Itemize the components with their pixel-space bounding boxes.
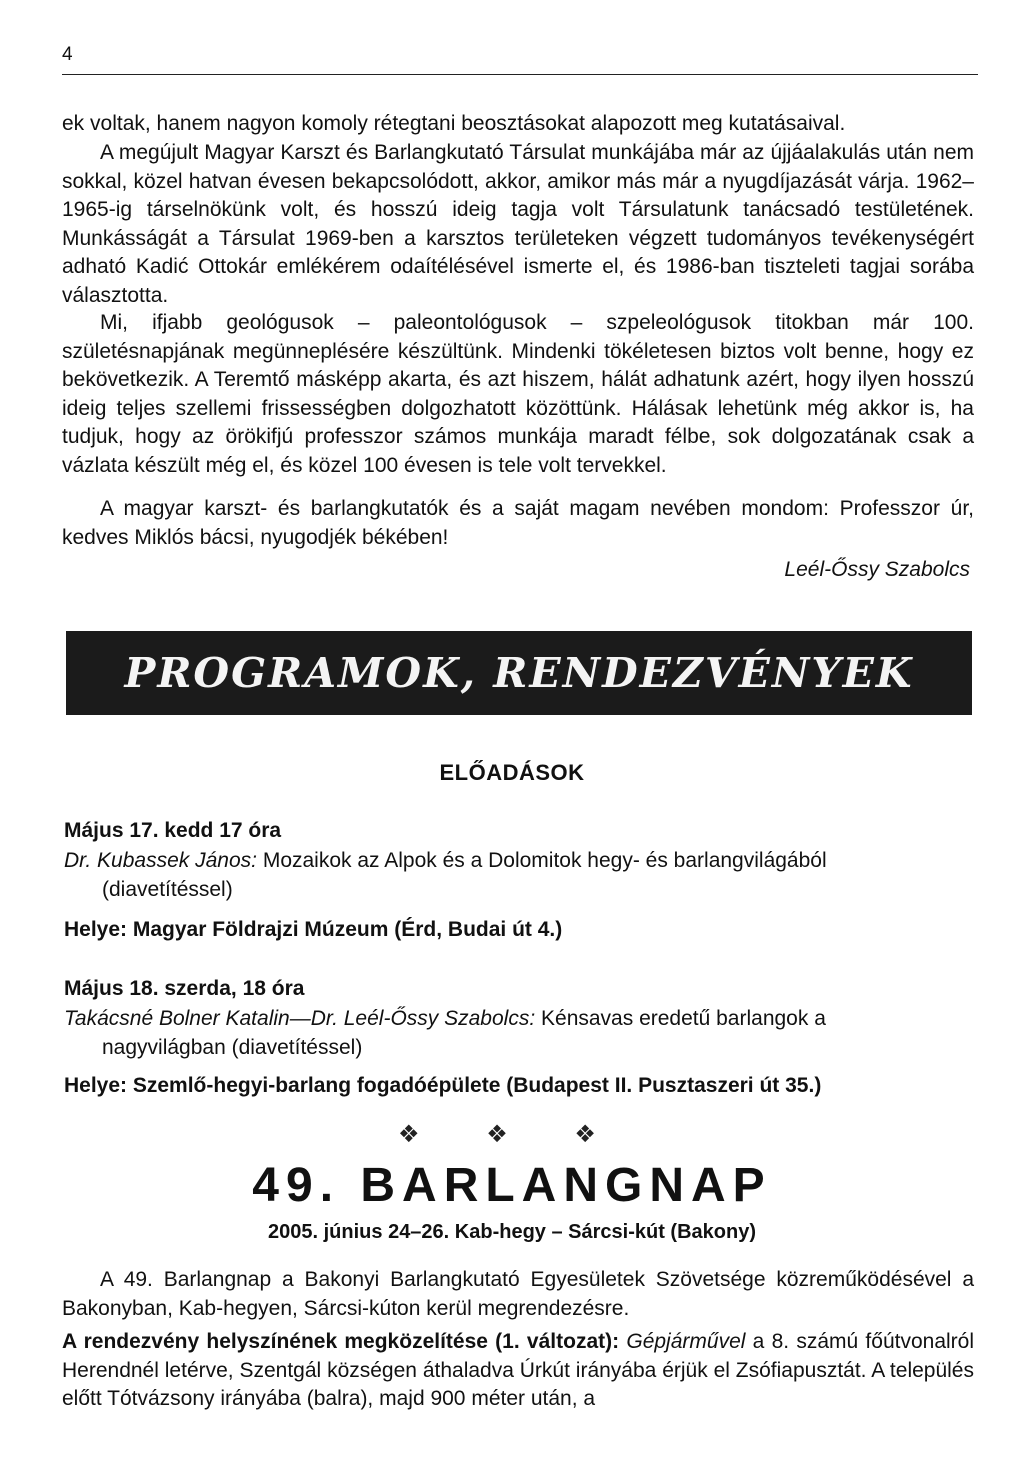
event-speaker: Dr. Kubassek János: bbox=[64, 849, 257, 872]
approach-mode: Gépjárművel bbox=[626, 1330, 746, 1353]
header-rule bbox=[62, 74, 978, 75]
event-talk-title-cont: (diavetítéssel) bbox=[102, 878, 233, 901]
body-paragraph-1: ek voltak, hanem nagyon komoly rétegtani beosztásokat alapozott meg kutatásaival. bbox=[62, 112, 846, 135]
barlangnap-intro: A 49. Barlangnap a Bakonyi Barlangkutató Egyesületek Szövetsége közreműködésével a Bakonyban, Kab-hegyen, Sárcsi-kúton kerül megrendezésre. bbox=[62, 1268, 974, 1320]
event-talk-title-cont: nagyvilágban (diavetítéssel) bbox=[102, 1036, 363, 1059]
event-place: Helye: Magyar Földrajzi Múzeum (Érd, Budai út 4.) bbox=[64, 918, 563, 941]
event-date: Május 18. szerda, 18 óra bbox=[64, 977, 305, 1000]
page-number: 4 bbox=[62, 44, 73, 65]
barlangnap-title: 49. BARLANGNAP bbox=[252, 1159, 772, 1212]
section-banner: PROGRAMOK, RENDEZVÉNYEK bbox=[66, 631, 972, 715]
ornament-divider: ❖ ❖ ❖ bbox=[398, 1121, 626, 1148]
barlangnap-subtitle: 2005. június 24–26. Kab-hegy – Sárcsi-kút (Bakony) bbox=[268, 1221, 756, 1243]
event-talk bbox=[64, 1004, 974, 1062]
body-paragraph-2: A megújult Magyar Karszt és Barlangkutató Társulat munkájába már az újjáalakulás után nem sokkal, közel hatvan évesen bekapcsolódott, akkor, amikor más már a nyugdíjazását várja. 1962–1965-ig társelnökünk volt, és hosszú ideig tagja volt Társulatunk tanácsadó testületének. Munkásságát a Társulat 1969-ben a karsztos területeken végzett tudományos tevékenységért adható Kadić Ottokár emlékérem odaítélésével ismerte el, és 1986-ban tiszteleti tagjai sorába választotta. bbox=[62, 141, 974, 307]
lectures-title: ELŐADÁSOK bbox=[439, 760, 585, 785]
body-paragraph-3: Mi, ifjabb geológusok – paleontológusok – szpeleológusok titokban már 100. születésnapjának megünneplésére készültünk. Mindenki tökéletesen biztos volt benne, hogy ez bekövetkezik. A Teremtő másképp akarta, és azt hiszem, hálát adhatunk azért, hogy ilyen hosszú ideig teljes szellemi frissességben dolgozhatott közöttünk. Hálásak lehetünk még akkor is, ha tudjuk, hogy az örökifjú professzor számos munkája maradt félbe, sok dolgozatának csak a vázlata készült még el, és közel 100 évesen is tele volt tervekkel. bbox=[62, 311, 974, 477]
event-place: Helye: Szemlő-hegyi-barlang fogadóépülete (Budapest II. Pusztaszeri út 35.) bbox=[64, 1074, 822, 1097]
event-date: Május 17. kedd 17 óra bbox=[64, 819, 282, 842]
barlangnap-approach bbox=[62, 1328, 974, 1414]
body-paragraph-4: A magyar karszt- és barlangkutatók és a saját magam nevében mondom: Professzor úr, kedves Miklós bácsi, nyugodjék békében! bbox=[62, 497, 974, 549]
event-talk bbox=[64, 846, 974, 904]
event-speaker: Takácsné Bolner Katalin—Dr. Leél-Őssy Szabolcs: bbox=[64, 1007, 536, 1030]
approach-label: A rendezvény helyszínének megközelítése (1. változat): bbox=[62, 1330, 620, 1353]
approach-text: a 8. számú főútvonalról Herendnél letérve, Szentgál községen áthaladva Úrkút irányába érjük el Zsófiapusztát. A település előtt Tótvázsony irányába (balra), majd 900 méter után, a bbox=[62, 1330, 974, 1411]
event-talk-title: Mozaikok az Alpok és a Dolomitok hegy- és barlangvilágából bbox=[262, 849, 827, 872]
author-signature: Leél-Őssy Szabolcs bbox=[784, 558, 970, 581]
event-talk-title: Kénsavas eredetű barlangok a bbox=[541, 1007, 826, 1030]
